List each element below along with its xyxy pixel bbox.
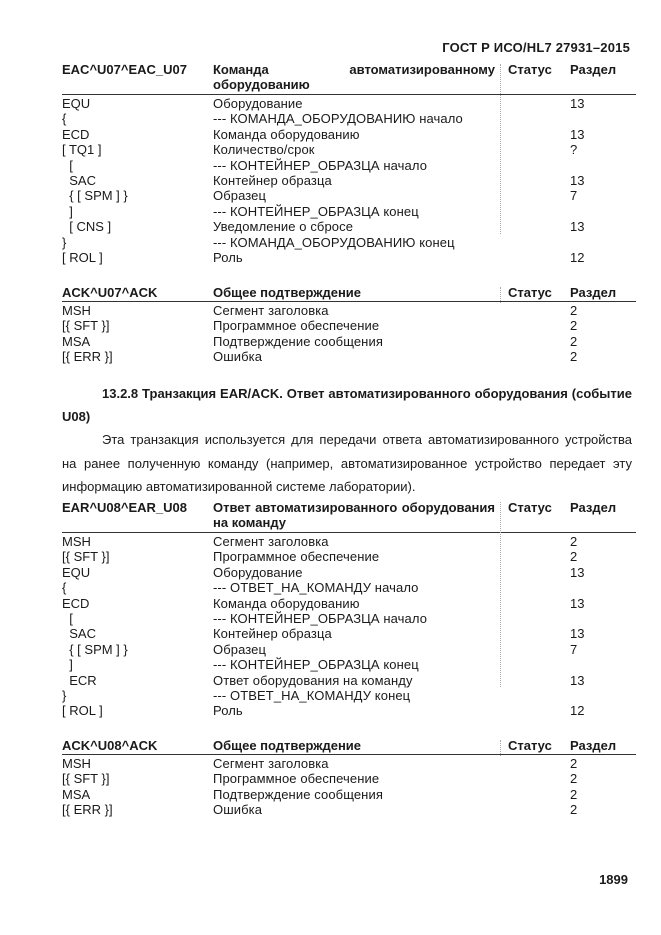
segment-description: Количество/срок [213,142,315,158]
status-column-guide [500,64,501,234]
header-section: Раздел [570,738,617,753]
segment-description: --- ОТВЕТ_НА_КОМАНДУ начало [213,580,419,596]
segment-description: Роль [213,249,243,265]
segment-description: Команда оборудованию [213,595,360,611]
section-paragraph: Эта транзакция используется для передачи ответа автоматизированного устройства на ранее полученную команду (например, автоматизированное устройство передает эту информацию автоматизированной системе лаборатории). [62,432,632,494]
segment-code: ECD [62,126,90,142]
segment-code: SAC [62,626,96,642]
segment-code: { [ SPM ] } [62,188,128,204]
segment-section: 2 [570,771,578,787]
segment-description: Подтверждение сообщения [213,333,383,349]
segment-description: Образец [213,188,267,204]
header-section: Раздел [570,285,617,300]
header-status: Статус [508,62,552,77]
segment-description: Контейнер образца [213,172,332,188]
header-message-code: EAC^U07^EAC_U07 [62,62,188,77]
message-table-ack-u08 [62,738,636,818]
table-header [62,285,636,301]
segment-description: Программное обеспечение [213,318,380,334]
segment-code: [{ SFT }] [62,549,110,565]
segment-description: --- КОНТЕЙНЕР_ОБРАЗЦА конец [213,203,419,219]
segment-section: 7 [570,188,578,204]
segment-code: [{ SFT }] [62,318,110,334]
segment-description: Уведомление о сбросе [213,219,354,235]
page-number: 1899 [599,872,628,887]
segment-description: --- КОНТЕЙНЕР_ОБРАЗЦА конец [213,657,419,673]
message-table-eac-u07 [62,62,636,265]
segment-section: 13 [570,219,585,235]
segment-section: 13 [570,96,585,111]
header-status: Статус [508,500,552,515]
segment-section: 7 [570,641,578,657]
segment-code: [ CNS ] [62,219,112,235]
segment-code: ] [62,657,73,673]
segment-code: { [62,111,67,127]
segment-description: Сегмент заголовка [213,303,329,318]
segment-section: 2 [570,303,578,318]
segment-description: Ответ оборудования на команду [213,672,413,688]
segment-section: 2 [570,756,578,771]
segment-code: ECR [62,672,97,688]
segment-code: MSH [62,303,91,318]
section-title: 13.2.8 Транзакция EAR/ACK. Ответ автоматизированного оборудования (событие U08) [62,386,632,424]
segment-section: 13 [570,672,585,688]
segment-section: 2 [570,786,578,802]
header-section: Раздел [570,62,617,77]
segment-code: } [62,687,67,703]
status-column-guide [500,740,501,756]
segment-code: } [62,234,67,250]
segment-description: Оборудование [213,96,303,111]
header-message-code: ACK^U07^ACK [62,285,158,300]
segment-code: ECD [62,595,90,611]
segment-section: 13 [570,172,585,188]
segment-description: Образец [213,641,267,657]
segment-code: [ [62,157,73,173]
segment-section: 2 [570,318,578,334]
segment-code: [{ SFT }] [62,771,110,787]
segment-code: EQU [62,564,91,580]
segment-section: 13 [570,626,585,642]
header-status: Статус [508,738,552,753]
message-table-ack-u07 [62,285,636,365]
segment-section: 2 [570,333,578,349]
document-header: ГОСТ Р ИСО/HL7 27931–2015 [442,40,630,55]
segment-description: Программное обеспечение [213,549,380,565]
segment-code: MSH [62,756,91,771]
segment-description: Сегмент заголовка [213,534,329,549]
segment-code: [ TQ1 ] [62,142,102,158]
segment-section: 13 [570,564,585,580]
header-description: Общее подтверждение [213,285,362,300]
segment-description: --- КОНТЕЙНЕР_ОБРАЗЦА начало [213,157,428,173]
segment-description: Роль [213,703,243,719]
segment-section: 2 [570,549,578,565]
segment-section: 12 [570,249,585,265]
table-header [62,738,636,754]
segment-description: Оборудование [213,564,303,580]
header-status: Статус [508,285,552,300]
segment-section: 2 [570,534,578,549]
header-description: Общее подтверждение [213,738,362,753]
segment-code: [ [62,610,73,626]
segment-code: [{ ERR }] [62,349,113,365]
segment-section: 13 [570,595,585,611]
segment-code: SAC [62,172,96,188]
status-column-guide [500,502,501,687]
segment-section: 2 [570,802,578,818]
segment-description: Ошибка [213,349,263,365]
segment-description: --- КОНТЕЙНЕР_ОБРАЗЦА начало [213,610,428,626]
segment-code: MSH [62,534,91,549]
segment-code: [ ROL ] [62,703,103,719]
segment-code: { [ SPM ] } [62,641,128,657]
table-header [62,62,636,94]
header-message-code: ACK^U08^ACK [62,738,158,753]
message-table-ear-u08 [62,500,636,719]
segment-section: 12 [570,703,585,719]
segment-section: 13 [570,126,585,142]
table-header [62,500,636,532]
segment-description: Программное обеспечение [213,771,380,787]
segment-description: Сегмент заголовка [213,756,329,771]
segment-description: --- ОТВЕТ_НА_КОМАНДУ конец [213,687,411,703]
segment-section: 2 [570,349,578,365]
status-column-guide [500,287,501,303]
segment-description: Контейнер образца [213,626,332,642]
header-description: Команда автоматизированному оборудованию [213,62,495,92]
segment-code: MSA [62,333,91,349]
header-description: Ответ автоматизированного оборудования на команду [213,500,495,530]
header-section: Раздел [570,500,617,515]
segment-description: Ошибка [213,802,263,818]
segment-code: { [62,580,67,596]
table-rule [62,754,636,755]
table-rule [62,301,636,302]
segment-description: Подтверждение сообщения [213,786,383,802]
segment-description: Команда оборудованию [213,126,360,142]
segment-code: [ ROL ] [62,249,103,265]
segment-code: ] [62,203,73,219]
table-rule [62,532,636,533]
table-rule [62,94,636,95]
segment-section: ? [570,142,578,158]
segment-code: EQU [62,96,91,111]
segment-code: [{ ERR }] [62,802,113,818]
segment-description: --- КОМАНДА_ОБОРУДОВАНИЮ конец [213,234,455,250]
segment-description: --- КОМАНДА_ОБОРУДОВАНИЮ начало [213,111,463,127]
header-message-code: EAR^U08^EAR_U08 [62,500,188,515]
segment-code: MSA [62,786,91,802]
